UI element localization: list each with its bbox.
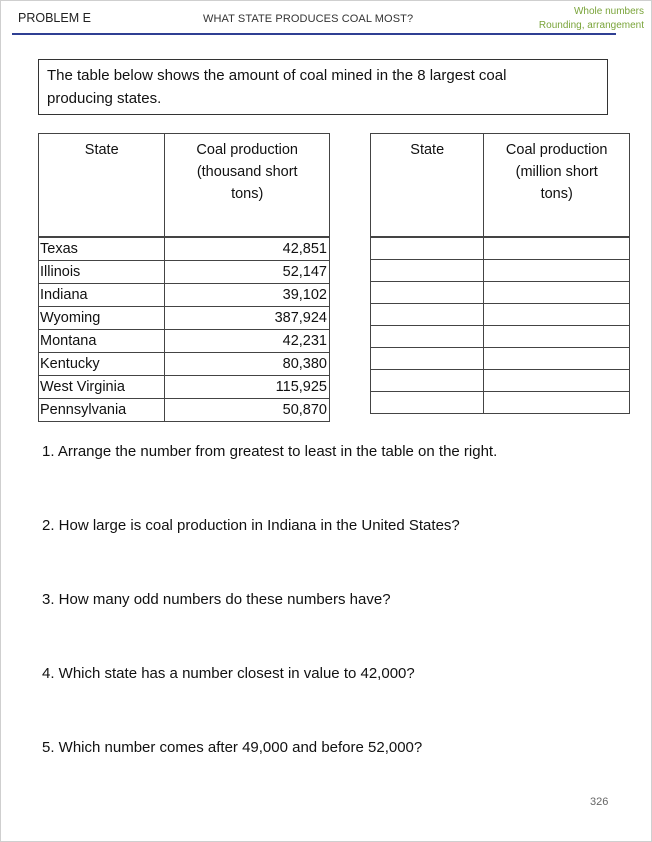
table-row — [39, 353, 330, 376]
production-value: 80,380 — [165, 353, 330, 376]
right-header-production-line2: (million short — [515, 164, 598, 180]
answer-state-cell[interactable] — [371, 260, 484, 282]
left-header-production-line2: (thousand short — [196, 164, 298, 180]
right-table-header — [371, 134, 630, 237]
state-name: Wyoming — [39, 307, 165, 330]
question-3: 3. How many odd numbers do these numbers have? — [42, 591, 391, 608]
intro-box — [38, 59, 608, 115]
header-rule — [12, 33, 616, 35]
state-name: Kentucky — [39, 353, 165, 376]
intro-line-1: The table below shows the amount of coal mined in the 8 largest coal — [47, 67, 507, 84]
page-number: 326 — [590, 796, 609, 808]
question-4: 4. Which state has a number closest in value to 42,000? — [42, 665, 415, 682]
state-name: Montana — [39, 330, 165, 353]
answer-state-cell[interactable] — [371, 370, 484, 392]
left-table-header — [39, 134, 330, 237]
state-name: Indiana — [39, 284, 165, 307]
table-row — [39, 261, 330, 284]
production-value: 50,870 — [165, 399, 330, 422]
answer-state-cell[interactable] — [371, 392, 484, 414]
answer-state-cell[interactable] — [371, 282, 484, 304]
state-name: Illinois — [39, 261, 165, 284]
table-row — [39, 238, 330, 261]
production-value: 39,102 — [165, 284, 330, 307]
production-value: 115,925 — [165, 376, 330, 399]
table-row — [39, 330, 330, 353]
question-1: 1. Arrange the number from greatest to least in the table on the right. — [42, 443, 498, 460]
answer-row — [371, 304, 630, 326]
answer-value-cell[interactable] — [484, 326, 630, 348]
state-name: Texas — [39, 238, 165, 261]
topic-tag-whole-numbers: Whole numbers — [573, 6, 644, 17]
question-2: 2. How large is coal production in Indiana in the United States? — [42, 517, 460, 534]
answer-row — [371, 392, 630, 414]
table-row — [39, 284, 330, 307]
answer-row — [371, 282, 630, 304]
production-value: 42,851 — [165, 238, 330, 261]
state-name: West Virginia — [39, 376, 165, 399]
answer-state-cell[interactable] — [371, 238, 484, 260]
right-header-production — [484, 134, 630, 237]
coal-production-table — [38, 133, 330, 422]
production-value: 52,147 — [165, 261, 330, 284]
answer-state-cell[interactable] — [371, 326, 484, 348]
answer-row — [371, 348, 630, 370]
answer-table — [370, 133, 630, 414]
right-header-state: State — [371, 134, 484, 237]
answer-value-cell[interactable] — [484, 304, 630, 326]
state-name: Pennsylvania — [39, 399, 165, 422]
answer-row — [371, 260, 630, 282]
production-value: 42,231 — [165, 330, 330, 353]
left-header-production — [165, 134, 330, 237]
answer-value-cell[interactable] — [484, 348, 630, 370]
answer-state-cell[interactable] — [371, 348, 484, 370]
answer-row — [371, 238, 630, 260]
topic-tag-rounding: Rounding, arrangement — [538, 20, 644, 31]
answer-state-cell[interactable] — [371, 304, 484, 326]
answer-row — [371, 370, 630, 392]
answer-value-cell[interactable] — [484, 260, 630, 282]
table-row — [39, 307, 330, 330]
problem-label: PROBLEM E — [18, 11, 91, 25]
right-header-production-line3: tons) — [540, 186, 573, 202]
answer-value-cell[interactable] — [484, 392, 630, 414]
right-header-production-line1: Coal production — [505, 142, 608, 158]
left-header-production-line1: Coal production — [196, 142, 298, 158]
table-row — [39, 399, 330, 422]
table-row — [39, 376, 330, 399]
answer-value-cell[interactable] — [484, 370, 630, 392]
intro-line-2: producing states. — [47, 90, 162, 107]
answer-value-cell[interactable] — [484, 238, 630, 260]
question-5: 5. Which number comes after 49,000 and before 52,000? — [42, 739, 423, 756]
left-header-production-line3: tons) — [231, 186, 264, 202]
answer-row — [371, 326, 630, 348]
production-value: 387,924 — [165, 307, 330, 330]
left-header-state: State — [39, 134, 165, 237]
answer-value-cell[interactable] — [484, 282, 630, 304]
worksheet-title: WHAT STATE PRODUCES COAL MOST? — [203, 13, 414, 25]
